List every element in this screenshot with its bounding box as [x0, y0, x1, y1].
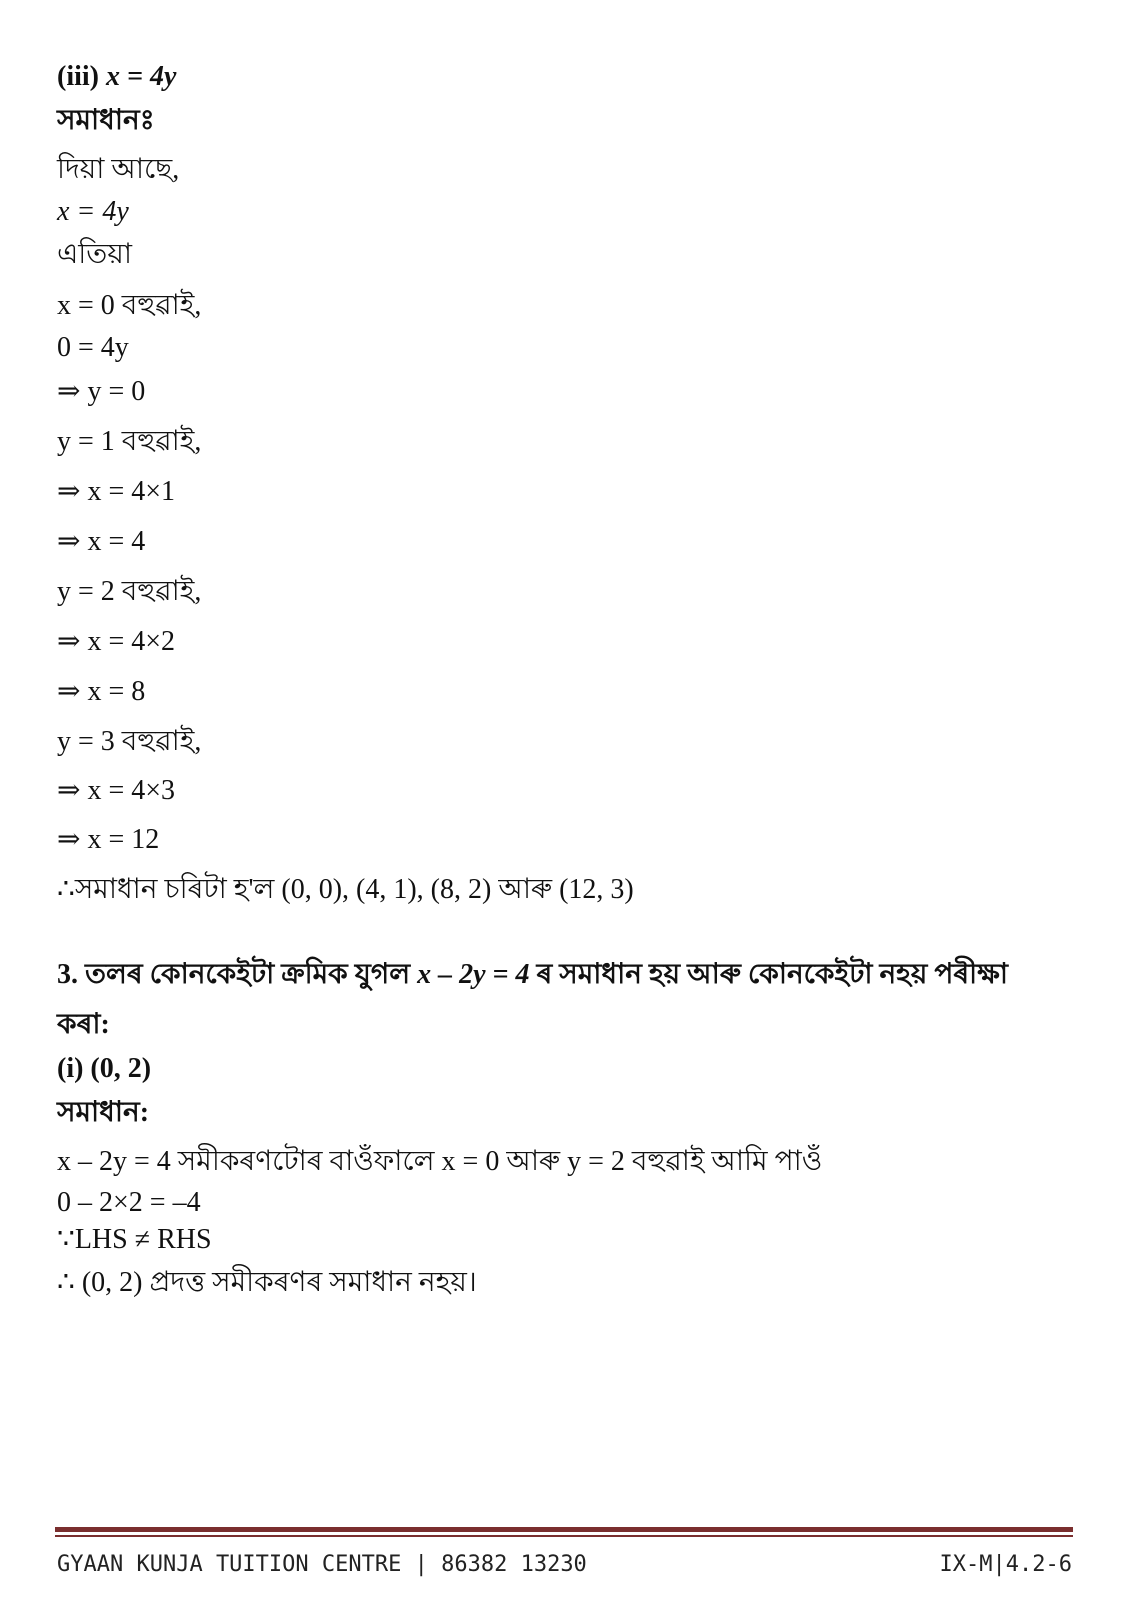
part-i-conclusion: ∴ (0, 2) প্ৰদত্ত সমীকৰণৰ সমাধান নহয়।	[57, 1267, 477, 1298]
step-line: ⇒ x = 4×3	[57, 775, 176, 806]
part-iii-conclusion: ∴সমাধান চৰিটা হ'ল (0, 0), (4, 1), (8, 2) আৰু (12, 3)	[57, 874, 634, 905]
step-line: ⇒ x = 4	[57, 526, 146, 557]
footer-page-code: IX-M|4.2-6	[939, 1552, 1072, 1577]
part-i-line: x – 2y = 4 সমীকৰণটোৰ বাওঁফালে x = 0 আৰু y = 2 বহুৱাই আমি পাওঁ	[57, 1146, 823, 1177]
question-number: 3.	[57, 959, 78, 990]
step-line: ⇒ x = 12	[57, 824, 160, 855]
part-iii-heading	[57, 60, 176, 94]
step-line: ⇒ x = 4×1	[57, 476, 176, 507]
part-iii-equation: x = 4y	[106, 61, 177, 92]
step-line: y = 1 বহুৱাই,	[57, 426, 202, 457]
part-i-solution-heading: সমাধান:	[57, 1097, 150, 1128]
question-text-b: ৰ সমাধান হয় আৰু কোনকেইটা নহয় পৰীক্ষা কৰা:	[57, 959, 1008, 1040]
now-text: এতিয়া	[57, 239, 132, 270]
part-i-line: ∵LHS ≠ RHS	[57, 1224, 212, 1255]
question-equation: x – 2y = 4	[417, 959, 530, 990]
given-equation: x = 4y	[57, 196, 129, 227]
step-line: 0 = 4y	[57, 332, 129, 363]
footer-rule-thin	[55, 1535, 1073, 1537]
footer-rule	[55, 1527, 1073, 1532]
step-line: ⇒ y = 0	[57, 376, 146, 407]
step-line: y = 2 বহুৱাই,	[57, 576, 202, 607]
step-line: ⇒ x = 4×2	[57, 626, 176, 657]
question-3	[57, 950, 1067, 1050]
footer-centre-name: GYAAN KUNJA TUITION CENTRE | 86382 13230	[57, 1552, 587, 1577]
solution-heading: সমাধানঃ	[57, 105, 155, 136]
step-line: x = 0 বহুৱাই,	[57, 290, 202, 321]
step-line: y = 3 বহুৱাই,	[57, 726, 202, 757]
part-i-line: 0 – 2×2 = –4	[57, 1187, 201, 1218]
given-text: দিয়া আছে,	[57, 154, 180, 185]
question-text-a: তলৰ কোনকেইটা ক্ৰমিক যুগল	[85, 959, 411, 990]
part-i-heading: (i) (0, 2)	[57, 1053, 152, 1084]
step-line: ⇒ x = 8	[57, 676, 146, 707]
part-iii-label: (iii)	[57, 61, 99, 92]
